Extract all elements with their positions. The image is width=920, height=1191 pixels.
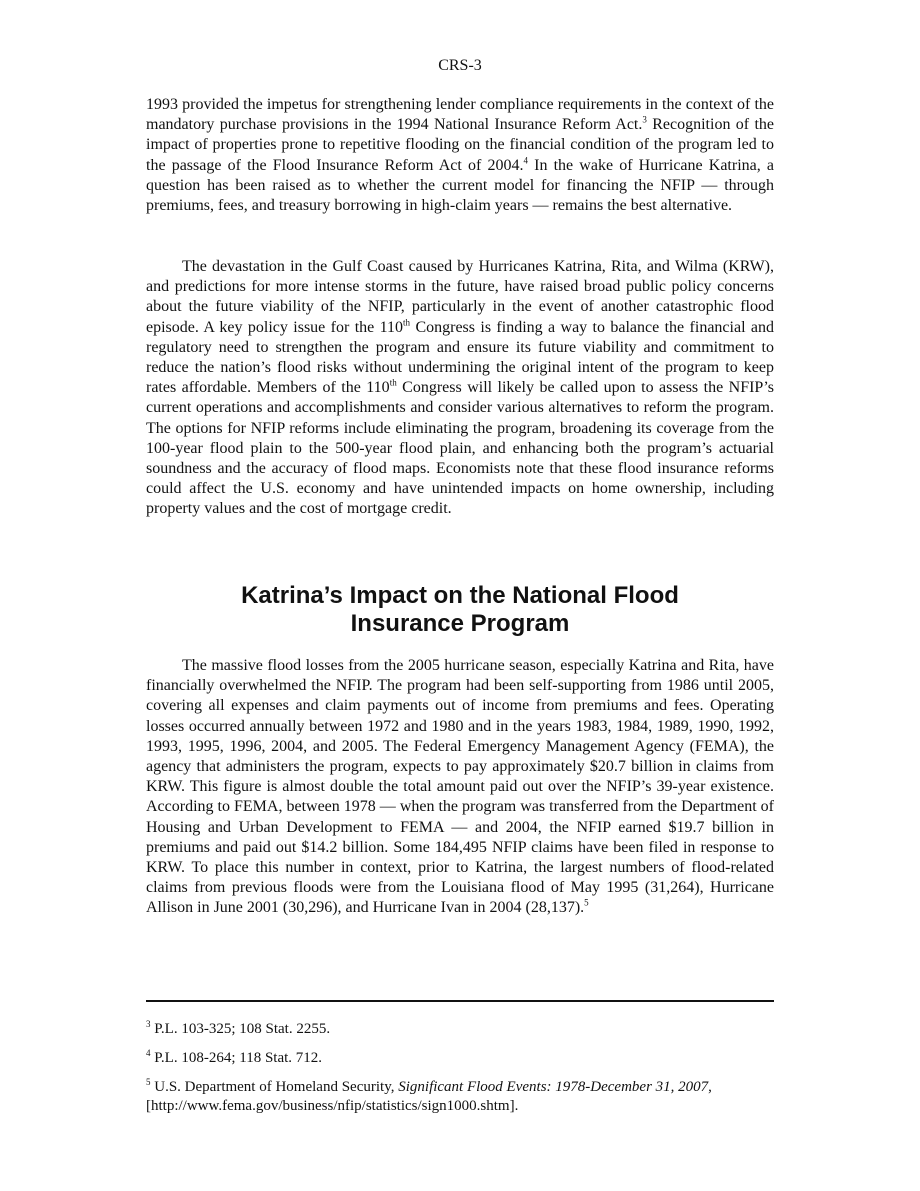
footnote-ref-3: 3 bbox=[642, 114, 647, 125]
paragraph-1-part1: 1993 provided the impetus for strengthening lender compliance requirements in the context of the mandatory purchase provisions in the 1994 National Insurance Reform Act. bbox=[146, 96, 774, 134]
footnote-3-text: P.L. 103-325; 108 Stat. 2255. bbox=[150, 1021, 331, 1037]
footnote-5-text-pre: U.S. Department of Homeland Security, bbox=[150, 1079, 399, 1095]
paragraph-3-text: The massive flood losses from the 2005 hurricane season, especially Katrina and Rita, have financially overwhelmed the NFIP. The program had been self-supporting from 1986 until 2005, covering all expenses and claim payments out of income from premiums and fees. Operating losses occurred annually between 1972 and 1980 and in the years 1983, 1984, 1989, 1990, 1992, 1993, 1995, 1996, 2004, and 2005. The Federal Emergency Management Agency (FEMA), the agency that administers the program, expects to pay approximately $20.7 billion in claims from KRW. This figure is almost double the total amount paid out over the NFIP’s 39-year existence. According to FEMA, between 1978 — when the program was transferred from the Department of Housing and Urban Development to FEMA — and 2004, the NFIP earned $19.7 billion in premiums and paid out $14.2 billion. Some 184,495 NFIP claims have been filed in response to KRW. To place this number in context, prior to Katrina, the largest numbers of flood-related claims from previous floods were from the Louisiana flood of May 1995 (31,264), Hurricane Allison in June 2001 (30,296), and Hurricane Ivan in 2004 (28,137). bbox=[146, 657, 774, 917]
paragraph-1 bbox=[146, 95, 774, 216]
footnote-5-title: Significant Flood Events: 1978-December 31, 2007 bbox=[398, 1079, 709, 1095]
footnote-3-number: 3 bbox=[146, 1019, 151, 1029]
paragraph-3 bbox=[146, 656, 774, 919]
ordinal-suffix-2: th bbox=[389, 377, 397, 388]
footnote-4 bbox=[146, 1049, 774, 1068]
paragraph-1-part2: Recognition of the impact of properties prone to repetitive flooding on the financial condition of the program led to the passage of the Flood Insurance Reform Act of 2004. bbox=[146, 116, 774, 174]
paragraph-2 bbox=[146, 257, 774, 520]
section-heading bbox=[146, 582, 774, 638]
paragraph-2-part2: Congress is finding a way to balance the financial and regulatory need to strengthen the program and ensure its future viability and commitment to reduce the nation’s flood risks without undermining the original intent of the program to keep rates affordable. Members of the 110 bbox=[146, 318, 774, 397]
footnote-5 bbox=[146, 1078, 774, 1116]
ordinal-suffix-1: th bbox=[403, 317, 411, 328]
footnote-3 bbox=[146, 1020, 774, 1039]
footnote-4-number: 4 bbox=[146, 1048, 151, 1058]
footnote-4-text: P.L. 108-264; 118 Stat. 712. bbox=[150, 1050, 323, 1066]
page-header: CRS-3 bbox=[438, 57, 482, 74]
footnote-5-number: 5 bbox=[146, 1077, 151, 1087]
paragraph-1-part3: In the wake of Hurricane Katrina, a question has been raised as to whether the current model for financing the NFIP — through premiums, fees, and treasury borrowing in high-claim years — remains the best alternative. bbox=[146, 156, 775, 215]
footnote-ref-4: 4 bbox=[523, 155, 528, 166]
footnote-5-text-post: , [http://www.fema.gov/business/nfip/statistics/sign1000.shtm]. bbox=[146, 1079, 712, 1114]
paragraph-2-part1: The devastation in the Gulf Coast caused by Hurricanes Katrina, Rita, and Wilma (KRW), and predictions for more intense storms in the future, have raised broad public policy concerns about the future viability of the NFIP, particularly in the event of another catastrophic flood episode. A key policy issue for the 110 bbox=[146, 258, 774, 336]
section-heading-line2: Insurance Program bbox=[350, 610, 570, 637]
paragraph-2-part3: Congress will likely be called upon to assess the NFIP’s current operations and accomplishments and consider various alternatives to reform the program. The options for NFIP reforms include eliminating the program, broadening its coverage from the 100-year flood plain to the 500-year flood plain, and enhancing both the program’s actuarial soundness and the accuracy of flood maps. Economists note that these flood insurance reforms could affect the U.S. economy and have unintended impacts on home ownership, including property values and the cost of mortgage credit. bbox=[146, 379, 774, 518]
section-heading-line1: Katrina’s Impact on the National Flood bbox=[241, 582, 679, 609]
footnote-ref-5: 5 bbox=[584, 898, 589, 909]
footnote-divider bbox=[146, 1000, 774, 1002]
